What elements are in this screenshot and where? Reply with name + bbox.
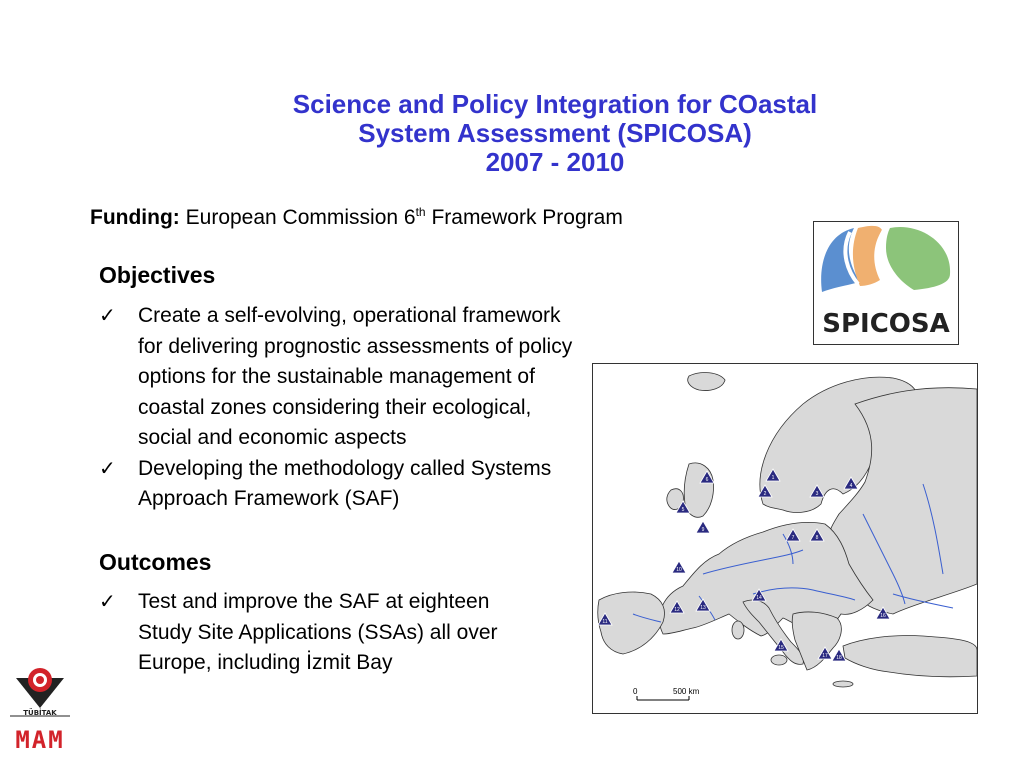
list-item	[99, 587, 519, 679]
title-line-1: Science and Policy Integration for COastal	[292, 89, 818, 119]
slide-title	[195, 90, 915, 177]
site-marker-label: 9	[701, 527, 705, 533]
objective-text: Create a self-evolving, operational framework for delivering prognostic assessments of policy options for the sustainable management of coastal zones considering their ecological, social and economic aspects	[138, 304, 573, 449]
site-marker-label: 6	[705, 477, 709, 483]
site-marker-label: 12	[674, 607, 680, 613]
funding-label: Funding:	[90, 206, 180, 229]
funding-superscript: th	[415, 205, 426, 219]
outcomes-list	[99, 587, 519, 679]
tubitak-mam-logo	[10, 660, 70, 756]
site-marker-label: 7	[791, 535, 795, 541]
site-marker-label: 3	[815, 491, 819, 497]
spicosa-logo	[813, 221, 959, 345]
title-line-2: System Assessment (SPICOSA)	[358, 118, 752, 148]
spicosa-logo-text: SPICOSA	[822, 309, 950, 339]
scale-end-label: 500 km	[673, 687, 700, 696]
site-marker-label: 5	[681, 507, 685, 513]
site-marker-label: 17	[822, 653, 828, 659]
title-line-3: 2007 - 2010	[485, 147, 625, 177]
europe-map	[592, 363, 978, 714]
site-marker-label: 18	[836, 655, 842, 661]
list-item	[99, 301, 579, 454]
tubitak-logo-graphic	[10, 660, 70, 756]
list-item	[99, 454, 579, 515]
site-marker-label: 15	[778, 645, 784, 651]
objective-text: Developing the methodology called Systems Approach Framework (SAF)	[138, 456, 552, 510]
funding-line	[90, 205, 623, 230]
site-marker-label: 1	[771, 475, 775, 481]
objectives-heading: Objectives	[99, 262, 216, 288]
outcomes-heading: Outcomes	[99, 549, 212, 575]
europe-map-graphic	[593, 364, 977, 713]
site-marker-label: 8	[815, 535, 819, 541]
checkmark-icon: ✓	[99, 457, 116, 480]
funding-text-before: European Commission 6	[185, 206, 416, 229]
site-marker-label: 2	[763, 491, 767, 497]
spicosa-logo-graphic	[814, 222, 958, 344]
site-marker-label: 4	[849, 483, 853, 489]
funding-text-after: Framework Program	[425, 206, 623, 229]
site-marker-label: 16	[880, 613, 886, 619]
site-marker-label: 14	[756, 595, 762, 601]
mam-label: MAM	[15, 726, 65, 754]
site-marker-label: 11	[602, 619, 608, 625]
site-marker-label: 13	[700, 605, 706, 611]
site-marker-label: 10	[676, 567, 682, 573]
checkmark-icon: ✓	[99, 305, 116, 327]
outcome-text: Test and improve the SAF at eighteen Study Site Applications (SSAs) all over Europe, including İzmit Bay	[138, 590, 498, 674]
tubitak-name: TÜBİTAK	[23, 709, 57, 717]
scale-start-label: 0	[633, 687, 638, 696]
checkmark-icon: ✓	[99, 591, 116, 613]
objectives-list	[99, 301, 579, 515]
